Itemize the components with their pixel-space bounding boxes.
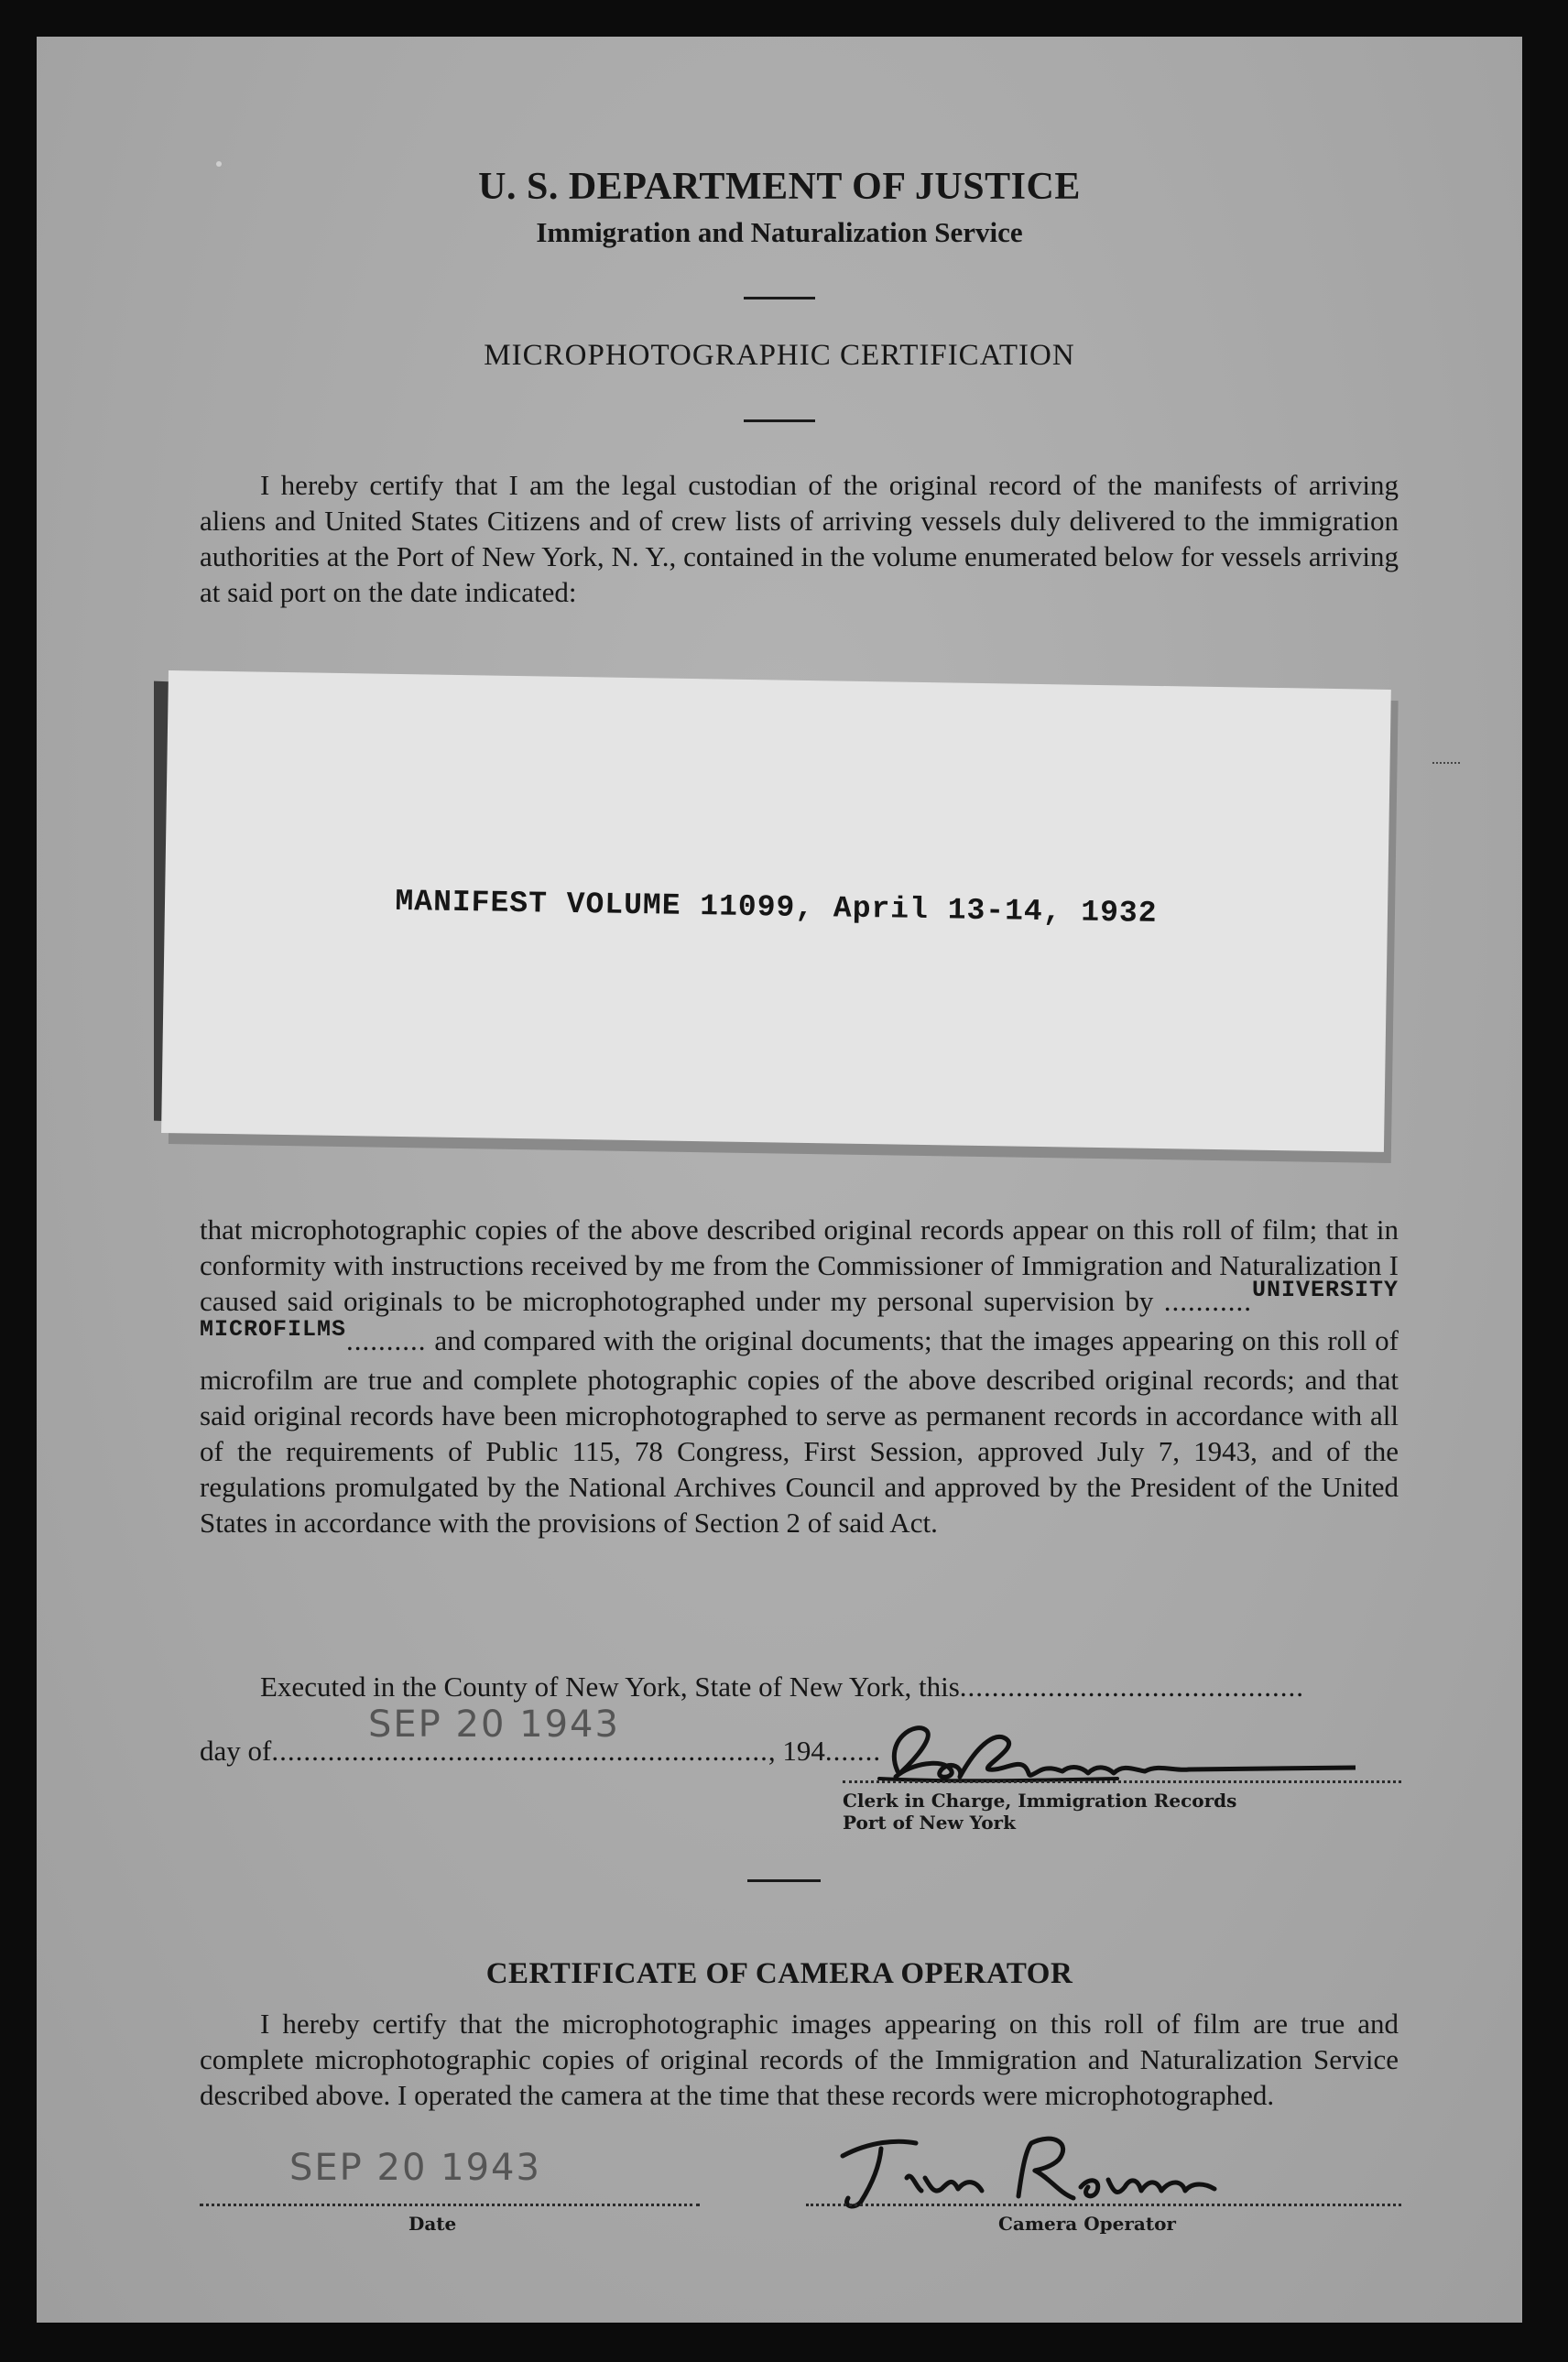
day-of-dots: .............................................................. bbox=[271, 1735, 768, 1767]
camera-date-stamp: SEP 20 1943 bbox=[289, 2147, 541, 2189]
camera-text: I hereby certify that the microphotographic images appearing on this roll of film are true and complete microphotographic copies of original records of the Immigration and Naturalization Service described above. I operated the camera at the time that these records were microphotographed. bbox=[200, 2008, 1399, 2111]
operator-label: Camera Operator bbox=[998, 2213, 1176, 2235]
camera-paragraph bbox=[200, 2006, 1399, 2113]
day-of-label: day of bbox=[200, 1735, 272, 1767]
operator-signature bbox=[806, 2123, 1264, 2224]
operator-signature-line bbox=[806, 2204, 1401, 2206]
manifest-volume-text: MANIFEST VOLUME 11099, April 13-14, 1932 bbox=[395, 884, 1158, 931]
speck-mark bbox=[216, 161, 222, 167]
executed-dots: ........................................... bbox=[959, 1671, 1305, 1703]
executed-line bbox=[260, 1671, 1304, 1703]
year-prefix: , 194 bbox=[768, 1735, 825, 1767]
section-divider bbox=[747, 1879, 821, 1882]
certification-title: MICROPHOTOGRAPHIC CERTIFICATION bbox=[484, 339, 1075, 372]
contractor-name: UNIVERSITY MICROFILMS bbox=[200, 1277, 1399, 1343]
heading-divider-top bbox=[744, 297, 815, 299]
body-text-after: and compared with the original documents; that the images appearing on this roll of microfilm are true and complete photographic copies of the above described original records; and that said original records have been microphotographed to serve as permanent records in accordance with all of the requirements of Public 115, 78 Congress, First Session, approved July 7, 1943, and of the regulations promulgated by the National Archives Council and approved by the President of the United States in accordance with the provisions of Section 2 of said Act. bbox=[200, 1324, 1399, 1539]
department-heading: U. S. DEPARTMENT OF JUSTICE bbox=[478, 166, 1081, 208]
execution-date-stamp: SEP 20 1943 bbox=[368, 1703, 620, 1746]
clerk-title bbox=[843, 1790, 1236, 1834]
service-subheading: Immigration and Naturalization Service bbox=[536, 216, 1023, 248]
body-text-before: that microphotographic copies of the above described original records appear on this roll of film; that in conformity with instructions received by me from the Commissioner of Immigration and Naturalization I caused said originals to be microphotographed under my personal supervision by bbox=[200, 1214, 1399, 1317]
year-dots: ....... bbox=[824, 1735, 882, 1767]
heading-divider-bottom bbox=[744, 419, 815, 422]
date-label: Date bbox=[408, 2213, 457, 2235]
body-text bbox=[200, 1212, 1399, 1540]
clerk-title-line-2: Port of New York bbox=[843, 1812, 1016, 1834]
contractor-dots-lead: ........... bbox=[1163, 1285, 1252, 1317]
manifest-label bbox=[161, 670, 1391, 1152]
intro-text: I hereby certify that I am the legal custodian of the original record of the manifests of arriving aliens and United States Citizens and of crew lists of arriving vessels duly delivered to the immigration authorities at the Port of New York, N. Y., contained in the volume enumerated below for vessels arriving at said port on the date indicated: bbox=[200, 469, 1399, 608]
clerk-signature-line bbox=[843, 1780, 1401, 1783]
body-paragraph bbox=[200, 1212, 1399, 1540]
date-line bbox=[200, 2204, 700, 2206]
camera-certificate-title: CERTIFICATE OF CAMERA OPERATOR bbox=[485, 1957, 1073, 1990]
speck-mark bbox=[1432, 762, 1460, 771]
intro-paragraph bbox=[200, 467, 1399, 610]
clerk-title-line-1: Clerk in Charge, Immigration Records bbox=[843, 1790, 1237, 1812]
executed-text: Executed in the County of New York, State of New York, this bbox=[260, 1671, 960, 1703]
certificate-page bbox=[37, 37, 1522, 2323]
contractor-dots-trail: .......... bbox=[346, 1324, 427, 1356]
